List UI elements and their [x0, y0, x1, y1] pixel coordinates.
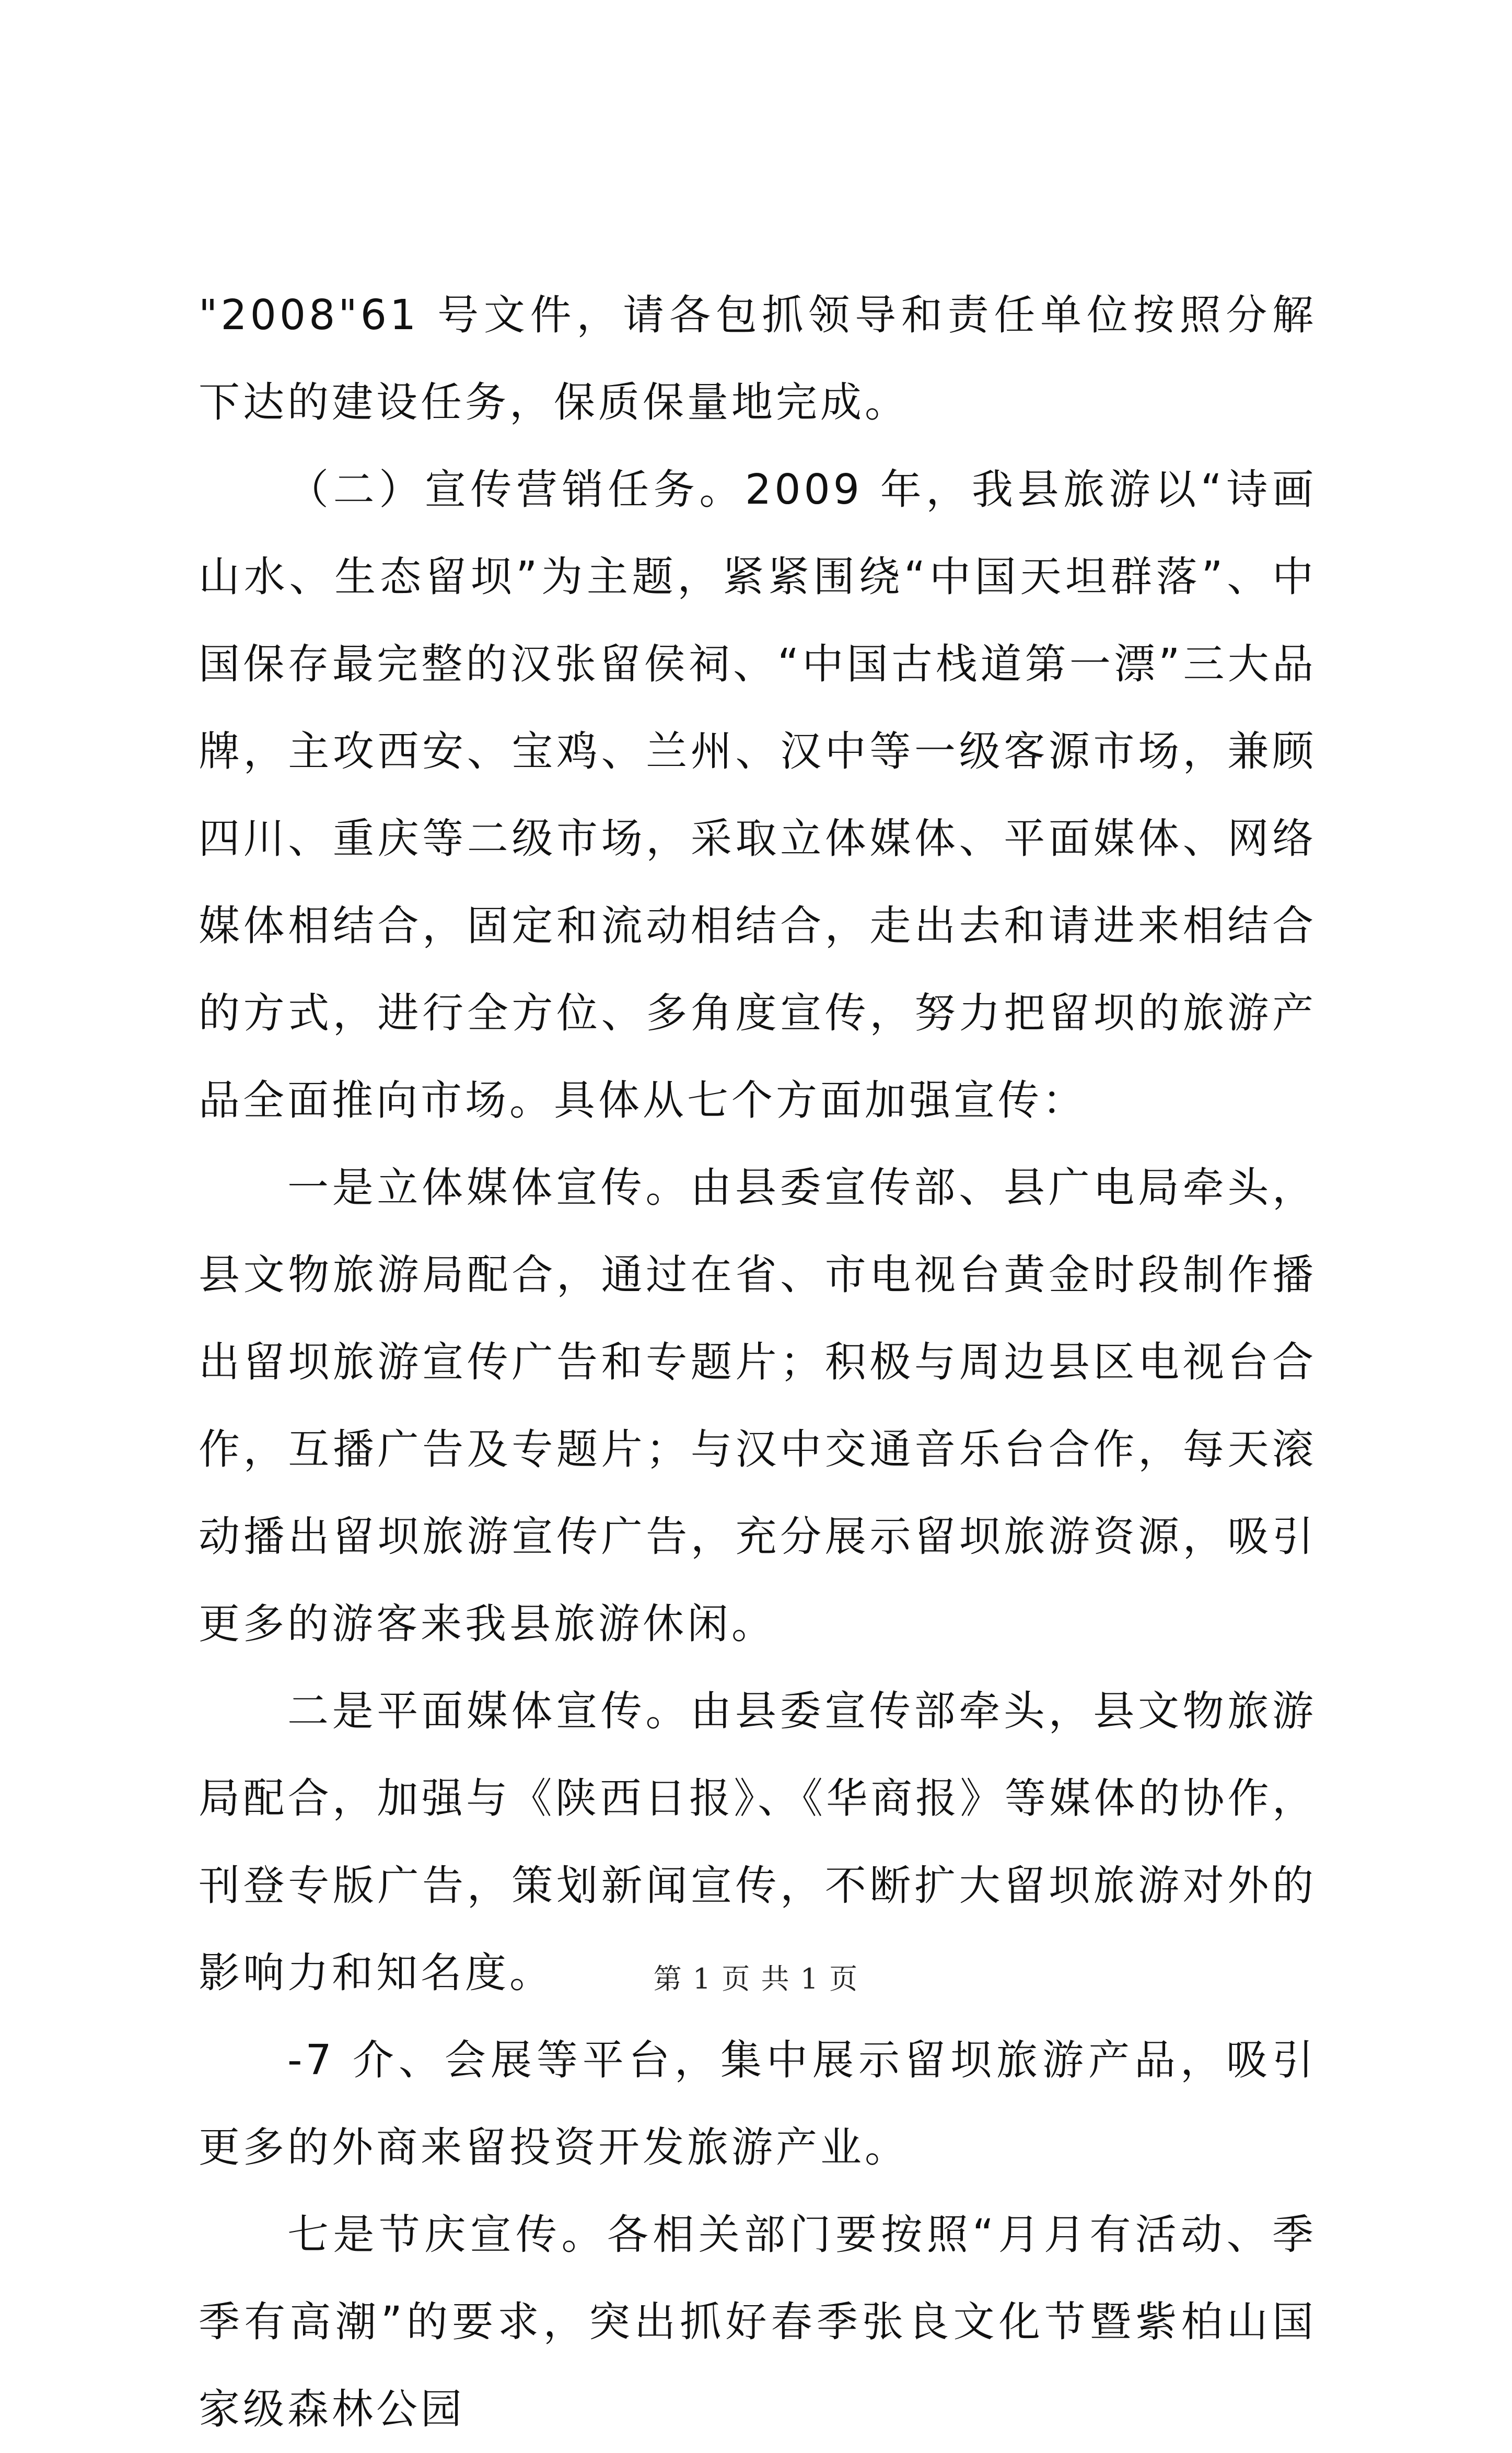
paragraph-3: 一是立体媒体宣传。由县委宣传部、县广电局牵头，县文物旅游局配合，通过在省、市电视台黄金时段制作播出留坝旅游宣传广告和专题片；积极与周边县区电视台合作，互播广告及专题片；与汉中交通音乐台合作，每天滚动播出留坝旅游宣传广告，充分展示留坝旅游资源，吸引更多的游客来我县旅游休闲。 — [199, 1164, 1317, 1648]
paragraph-6: 七是节庆宣传。各相关部门要按照“月月有活动、季季有高潮”的要求，突出抓好春季张良文化节暨紫柏山国家级森林公园 — [199, 2211, 1317, 2433]
document-body — [199, 272, 1317, 2453]
paragraph-1: "2008"61 号文件，请各包抓领导和责任单位按照分解下达的建设任务，保质保量地完成。 — [199, 291, 1317, 426]
page-footer: 第 1 页 共 1 页 — [653, 1962, 859, 1995]
paragraph-2: （二）宣传营销任务。2009 年，我县旅游以“诗画山水、生态留坝”为主题，紧紧围绕“中国天坦群落”、中国保存最完整的汉张留侯祠、“中国古栈道第一漂”三大品牌，主攻西安、宝鸡、兰州、汉中等一级客源市场，兼顾四川、重庆等二级市场，采取立体媒体、平面媒体、网络媒体相结合，固定和流动相结合，走出去和请进来相结合的方式，进行全方位、多角度宣传，努力把留坝的旅游产品全面推向市场。具体从七个方面加强宣传： — [199, 466, 1317, 1124]
paragraph-4: 二是平面媒体宣传。由县委宣传部牵头，县文物旅游局配合，加强与《陕西日报》、《华商报》等媒体的协作，刊登专版广告，策划新闻宣传，不断扩大留坝旅游对外的影响力和知名度。 — [199, 1687, 1317, 1997]
paragraph-5: -7 介、会展等平台，集中展示留坝旅游产品，吸引更多的外商来留投资开发旅游产业。 — [199, 2036, 1317, 2171]
